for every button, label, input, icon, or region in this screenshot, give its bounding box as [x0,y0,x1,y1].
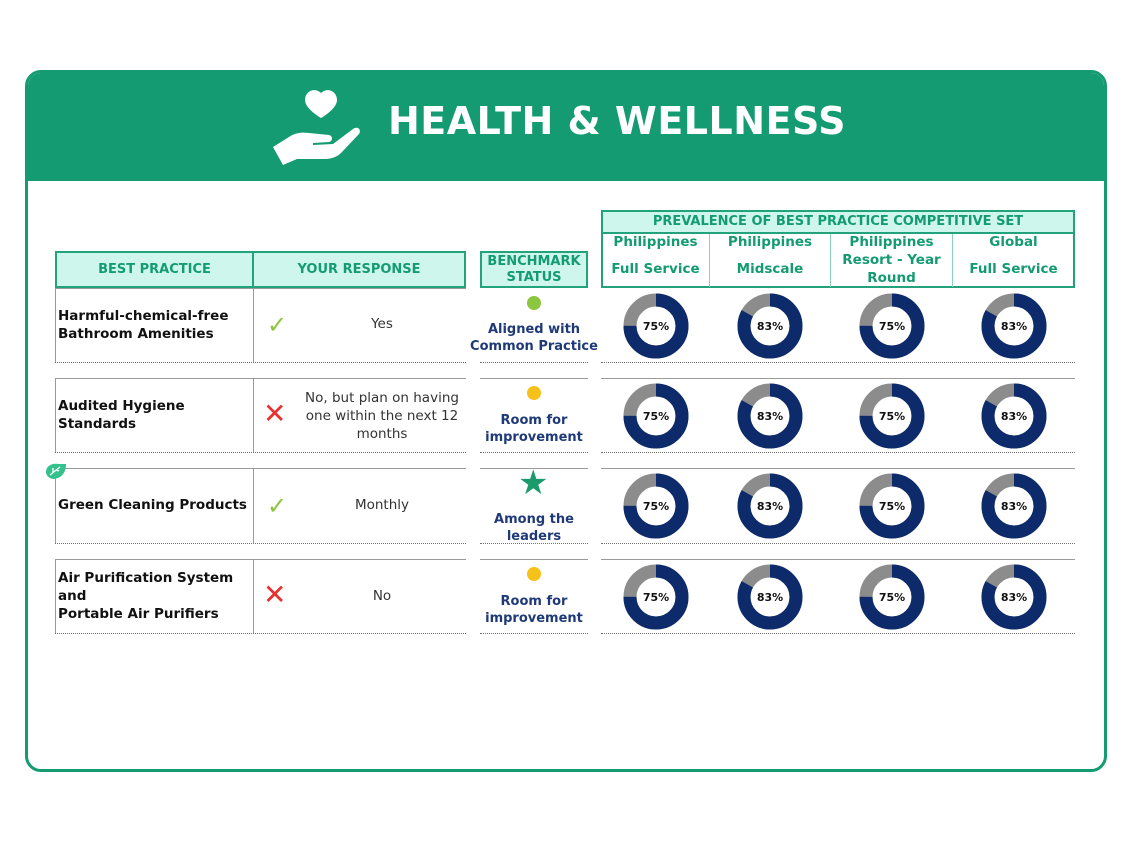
best-practice-header [55,251,254,288]
yellow-dot-icon [527,386,541,400]
donut-label: 83% [756,500,784,513]
page-title: HEALTH & WELLNESS [388,99,847,143]
donut-label: 75% [642,320,670,333]
response-value: Yes [371,316,393,332]
row-bottom-line [55,633,466,634]
row-top-line [601,378,1075,379]
heart-hand-icon [271,89,363,165]
yellow-dot-icon [527,567,541,581]
row-top-line [55,378,466,379]
prevalence-donut [981,293,1047,359]
donut-label: 75% [642,500,670,513]
cross-icon: ✕ [263,397,287,430]
best-practice-header-label: BEST PRACTICE [98,261,211,277]
prevalence-header [601,210,1075,234]
donut-label: 83% [1000,410,1028,423]
donut-label: 75% [878,320,906,333]
donut-label: 75% [878,591,906,604]
donut-label: 83% [756,320,784,333]
row-top-line [55,468,466,469]
donut-label: 83% [756,410,784,423]
prevalence-donut [623,564,689,630]
row-bottom-line [480,633,588,634]
row-bottom-line [601,543,1075,544]
practice-name: Air Purification System and Portable Air Purifiers [58,570,234,622]
benchmark-status-header [480,251,588,288]
prevalence-donut [737,293,803,359]
column-header-ph-midscale: Philippines Midscale [727,234,813,277]
your-response-header [252,251,466,288]
row-bottom-line [55,543,466,544]
row-top-line [55,288,466,289]
benchmark-status: Aligned with Common Practice [470,322,598,354]
response-value: Monthly [354,497,410,513]
prevalence-donut [981,473,1047,539]
green-dot-icon [527,296,541,310]
row-top-line [601,559,1075,560]
prevalence-donut [623,473,689,539]
prevalence-donut [859,473,925,539]
row-bottom-line [55,362,466,363]
checkmark-icon: ✓ [267,492,288,520]
prevalence-donut [737,473,803,539]
prevalence-donut [981,564,1047,630]
row-left-border [55,288,56,362]
your-response-header-label: YOUR RESPONSE [297,261,421,277]
leaf-badge-icon [44,462,68,482]
column-header-ph-resort: Philippines Resort - Year Round [842,234,941,286]
donut-label: 75% [642,591,670,604]
row-top-line [480,378,588,379]
response-value: No, but plan on having one within the next 12 months [305,390,459,442]
row-bottom-line [601,633,1075,634]
row-top-line [480,559,588,560]
donut-label: 75% [642,410,670,423]
row-bottom-line [480,362,588,363]
star-icon: ★ [518,463,549,503]
response-value: No [372,588,392,604]
donut-label: 75% [878,500,906,513]
prevalence-donut [859,564,925,630]
prevalence-header-label: PREVALENCE OF BEST PRACTICE COMPETITIVE SET [652,214,1024,229]
donut-label: 75% [878,410,906,423]
row-top-line [601,468,1075,469]
prevalence-donut [623,293,689,359]
benchmark-header-line1: BENCHMARK [487,253,581,269]
practice-name: Green Cleaning Products [58,497,247,513]
donut-label: 83% [756,591,784,604]
cross-icon: ✕ [263,578,287,611]
row-top-line [55,559,466,560]
benchmark-status: Room for improvement [485,413,583,445]
practice-name: Audited Hygiene Standards [58,398,185,432]
practice-name: Harmful-chemical-free Bathroom Amenities [58,308,229,342]
row-bottom-line [480,452,588,453]
prevalence-donut [859,383,925,449]
prevalence-donut [737,383,803,449]
row-bottom-line [601,362,1075,363]
benchmark-status: Room for improvement [485,594,583,626]
donut-label: 83% [1000,500,1028,513]
row-bottom-line [601,452,1075,453]
benchmark-header-line2: STATUS [506,269,562,285]
prevalence-donut [859,293,925,359]
donut-label: 83% [1000,320,1028,333]
donut-label: 83% [1000,591,1028,604]
checkmark-icon: ✓ [267,311,288,339]
title-banner [28,73,1104,181]
prevalence-donut [623,383,689,449]
benchmark-status: Among the leaders [494,512,574,544]
column-header-ph-full-service: Philippines Full Service [611,234,700,277]
row-left-border [55,378,56,452]
row-bottom-line [55,452,466,453]
prevalence-donut [981,383,1047,449]
column-header-global-full-service: Global Full Service [969,234,1058,277]
row-left-border [55,559,56,633]
prevalence-donut [737,564,803,630]
